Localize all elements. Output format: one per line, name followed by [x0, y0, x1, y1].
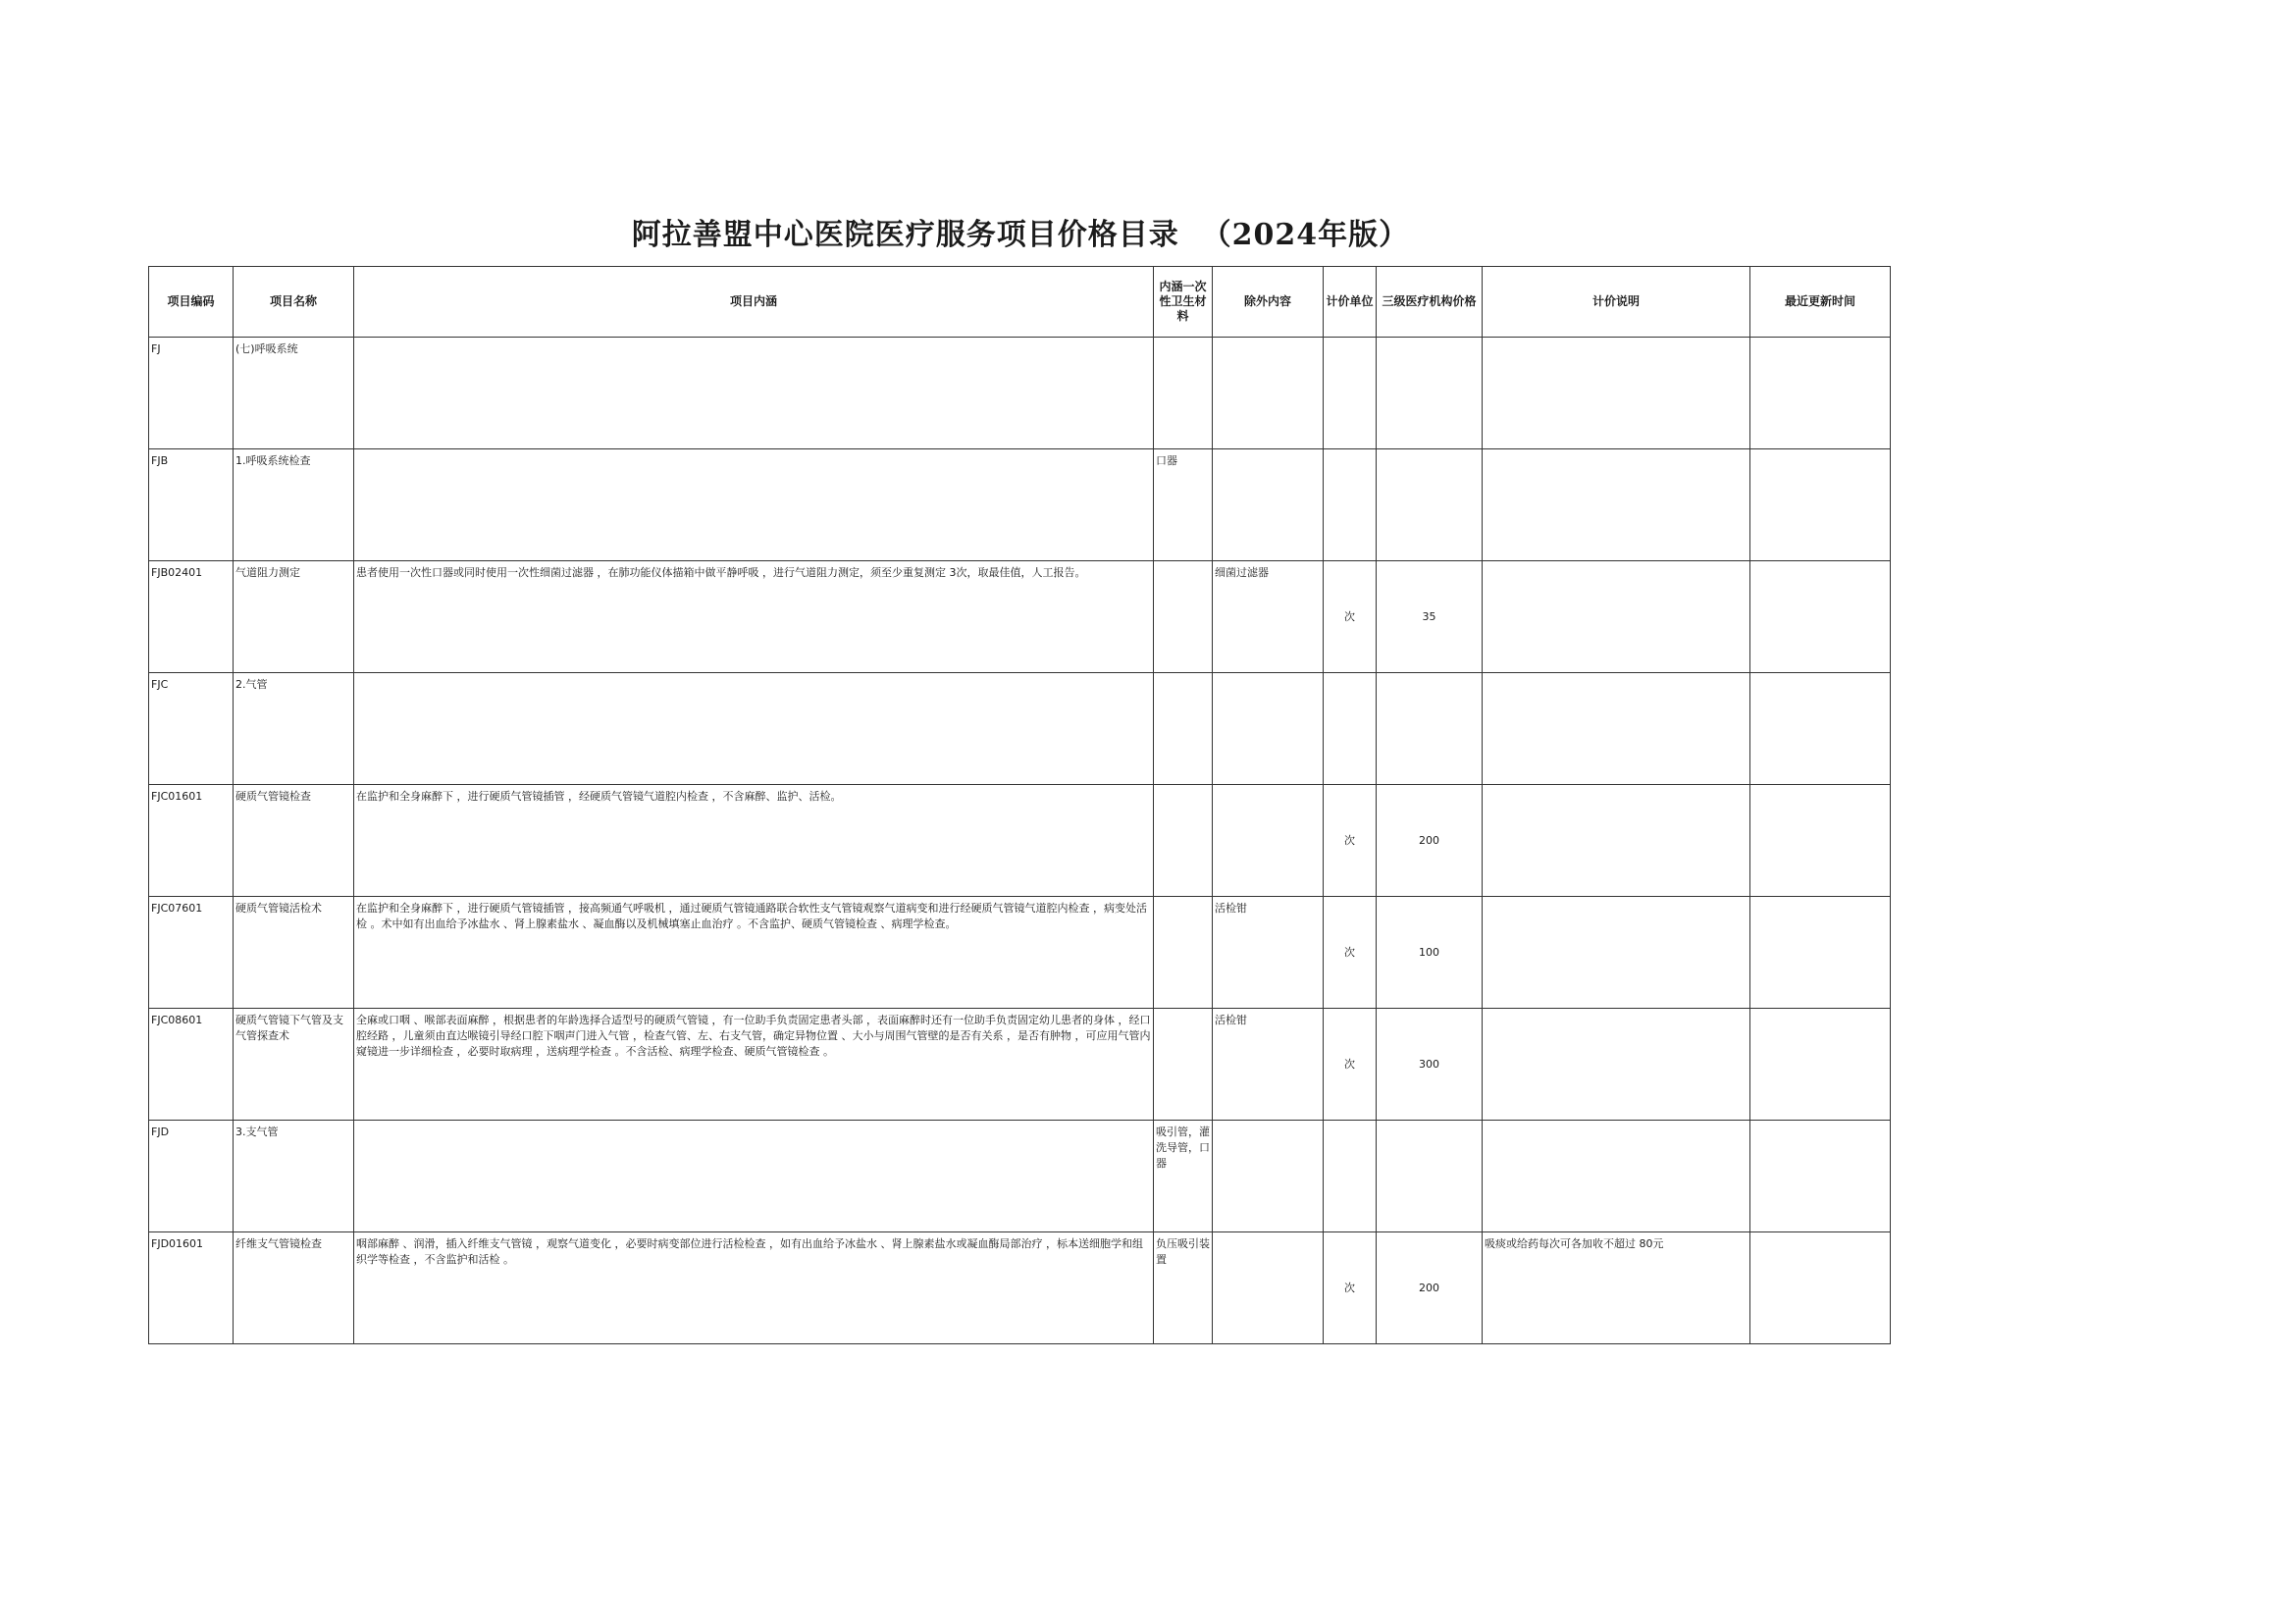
cell-exclusions — [1213, 449, 1324, 561]
cell-code: FJC01601 — [149, 785, 234, 897]
cell-code: FJB — [149, 449, 234, 561]
cell-content: 患者使用一次性口器或同时使用一次性细菌过滤器 ，在肺功能仪体描箱中做平静呼吸 ，进行气道阻力测定，须至少重复测定 3次，取最佳值，人工报告。 — [354, 561, 1154, 673]
table-row — [149, 449, 1891, 561]
header-code: 项目编码 — [149, 267, 234, 338]
cell-notes — [1483, 897, 1750, 1009]
cell-notes — [1483, 449, 1750, 561]
cell-materials — [1154, 1009, 1213, 1121]
cell-content — [354, 1121, 1154, 1232]
header-updated: 最近更新时间 — [1750, 267, 1891, 338]
table-row — [149, 897, 1891, 1009]
cell-price: 35 — [1377, 561, 1483, 673]
header-name: 项目名称 — [234, 267, 354, 338]
cell-updated — [1750, 673, 1891, 785]
table-row — [149, 673, 1891, 785]
cell-unit: 次 — [1324, 1009, 1377, 1121]
cell-unit: 次 — [1324, 561, 1377, 673]
cell-unit — [1324, 338, 1377, 449]
cell-price: 200 — [1377, 1232, 1483, 1344]
header-exclusions: 除外内容 — [1213, 267, 1324, 338]
table-row — [149, 1009, 1891, 1121]
cell-materials — [1154, 561, 1213, 673]
cell-updated — [1750, 897, 1891, 1009]
cell-updated — [1750, 449, 1891, 561]
cell-materials — [1154, 785, 1213, 897]
cell-price — [1377, 338, 1483, 449]
cell-exclusions — [1213, 785, 1324, 897]
cell-materials — [1154, 673, 1213, 785]
cell-name: 3.支气管 — [234, 1121, 354, 1232]
cell-updated — [1750, 785, 1891, 897]
cell-exclusions — [1213, 1232, 1324, 1344]
cell-price: 200 — [1377, 785, 1483, 897]
cell-code: FJC — [149, 673, 234, 785]
header-notes: 计价说明 — [1483, 267, 1750, 338]
cell-content — [354, 673, 1154, 785]
cell-unit — [1324, 449, 1377, 561]
cell-code: FJB02401 — [149, 561, 234, 673]
cell-materials: 负压吸引装置 — [1154, 1232, 1213, 1344]
header-materials: 内涵一次性卫生材料 — [1154, 267, 1213, 338]
cell-price — [1377, 1121, 1483, 1232]
table-row — [149, 561, 1891, 673]
cell-notes — [1483, 785, 1750, 897]
header-content: 项目内涵 — [354, 267, 1154, 338]
cell-exclusions — [1213, 1121, 1324, 1232]
cell-materials — [1154, 338, 1213, 449]
cell-name: 2.气管 — [234, 673, 354, 785]
cell-name: 气道阻力测定 — [234, 561, 354, 673]
cell-price: 100 — [1377, 897, 1483, 1009]
table-row — [149, 1121, 1891, 1232]
cell-content: 咽部麻醉 、润滑，插入纤维支气管镜 ，观察气道变化 ，必要时病变部位进行活检检查 ，如有出血给予冰盐水 、肾上腺素盐水或凝血酶局部治疗 ，标本送细胞学和组织学等检查 ，不含监护和活检 。 — [354, 1232, 1154, 1344]
cell-content — [354, 449, 1154, 561]
cell-content: 全麻或口咽 、喉部表面麻醉 ，根据患者的年龄选择合适型号的硬质气管镜 ，有一位助手负责固定患者头部 ，表面麻醉时还有一位助手负责固定幼儿患者的身体 ，经口腔经路 ，儿童须由直达喉镜引导经口腔下咽声门进入气管 ，检查气管、左、右支气管，确定异物位置 、大小与周围气管壁的是否有关系 ，是否有肿物 ，可应用气管内窥镜进一步详细检查 ，必要时取病理 ，送病理学检查 。不含活检、病理学检查、硬质气管镜检查 。 — [354, 1009, 1154, 1121]
cell-price — [1377, 673, 1483, 785]
cell-exclusions: 活检钳 — [1213, 897, 1324, 1009]
cell-unit: 次 — [1324, 1232, 1377, 1344]
header-unit: 计价单位 — [1324, 267, 1377, 338]
cell-updated — [1750, 1121, 1891, 1232]
cell-name: 纤维支气管镜检查 — [234, 1232, 354, 1344]
cell-code: FJC08601 — [149, 1009, 234, 1121]
cell-code: FJD — [149, 1121, 234, 1232]
cell-unit — [1324, 673, 1377, 785]
cell-exclusions — [1213, 338, 1324, 449]
cell-name: 1.呼吸系统检查 — [234, 449, 354, 561]
cell-notes — [1483, 1121, 1750, 1232]
cell-exclusions: 细菌过滤器 — [1213, 561, 1324, 673]
cell-code: FJ — [149, 338, 234, 449]
cell-updated — [1750, 1009, 1891, 1121]
cell-price — [1377, 449, 1483, 561]
cell-materials — [1154, 897, 1213, 1009]
cell-materials: 吸引管，灌洗导管，口器 — [1154, 1121, 1213, 1232]
table-row — [149, 785, 1891, 897]
cell-notes — [1483, 338, 1750, 449]
cell-name: 硬质气管镜活检术 — [234, 897, 354, 1009]
cell-name: (七)呼吸系统 — [234, 338, 354, 449]
cell-code: FJC07601 — [149, 897, 234, 1009]
cell-content — [354, 338, 1154, 449]
cell-exclusions: 活检钳 — [1213, 1009, 1324, 1121]
cell-content: 在监护和全身麻醉下 ，进行硬质气管镜插管 ，经硬质气管镜气道腔内检查 ，不含麻醉、监护、活检。 — [354, 785, 1154, 897]
cell-price: 300 — [1377, 1009, 1483, 1121]
cell-code: FJD01601 — [149, 1232, 234, 1344]
table-row — [149, 338, 1891, 449]
cell-updated — [1750, 1232, 1891, 1344]
table-row — [149, 1232, 1891, 1344]
table-header-row — [149, 267, 1891, 338]
cell-name: 硬质气管镜检查 — [234, 785, 354, 897]
page-title: 阿拉善盟中心医院医疗服务项目价格目录 （2024年版） — [631, 218, 1410, 252]
header-price: 三级医疗机构价格 — [1377, 267, 1483, 338]
cell-unit: 次 — [1324, 785, 1377, 897]
cell-content: 在监护和全身麻醉下 ，进行硬质气管镜插管 ，接高频通气呼吸机 ，通过硬质气管镜通路联合软性支气管镜观察气道病变和进行经硬质气管镜气道腔内检查 ，病变处活检 。术中如有出血给予冰盐水 、肾上腺素盐水 、凝血酶以及机械填塞止血治疗 。不含监护、硬质气管镜检查 、病理学检查。 — [354, 897, 1154, 1009]
cell-notes — [1483, 561, 1750, 673]
cell-unit — [1324, 1121, 1377, 1232]
cell-materials: 口器 — [1154, 449, 1213, 561]
cell-exclusions — [1213, 673, 1324, 785]
cell-notes — [1483, 1009, 1750, 1121]
cell-notes: 吸痰或给药每次可各加收不超过 80元 — [1483, 1232, 1750, 1344]
price-table — [148, 266, 1891, 1344]
cell-updated — [1750, 561, 1891, 673]
cell-name: 硬质气管镜下气管及支气管探查术 — [234, 1009, 354, 1121]
cell-updated — [1750, 338, 1891, 449]
cell-unit: 次 — [1324, 897, 1377, 1009]
cell-notes — [1483, 673, 1750, 785]
